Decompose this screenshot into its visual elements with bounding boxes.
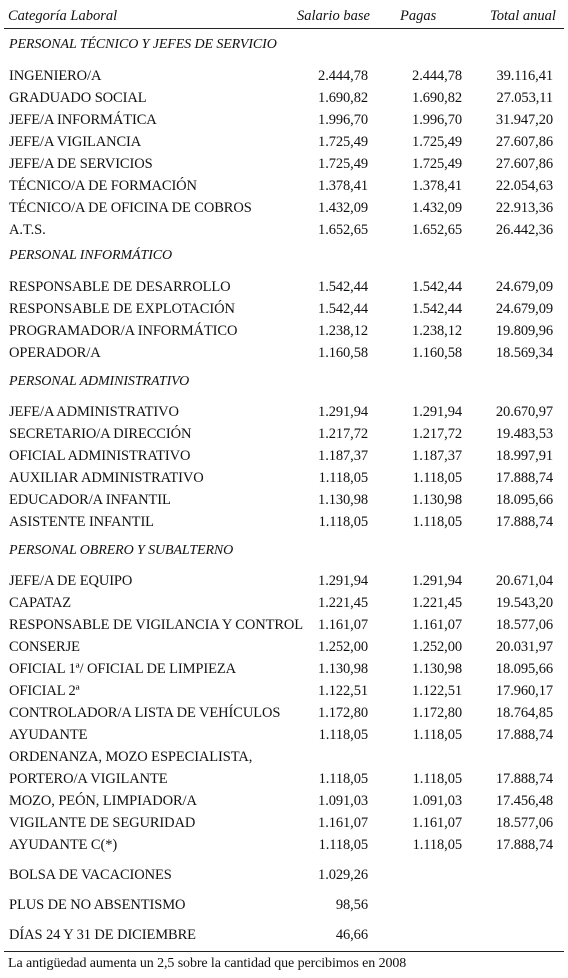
salario-base-cell: 1.130,98 [318,492,368,508]
salario-base-cell: 1.542,44 [318,279,368,295]
category-label: TÉCNICO/A DE FORMACIÓN [9,178,197,194]
salario-base-cell: 1.652,65 [318,222,368,238]
category-label: INGENIERO/A [9,68,102,84]
salario-base-cell: 1.432,09 [318,200,368,216]
pagas-cell: 1.091,03 [412,793,462,809]
total-anual-cell: 22.913,36 [495,200,553,216]
pagas-cell: 1.161,07 [412,617,462,633]
category-label: JEFE/A DE SERVICIOS [9,156,153,172]
pagas-cell: 1.542,44 [412,279,462,295]
salario-base-cell: 1.118,05 [318,727,368,743]
category-label: TÉCNICO/A DE OFICINA DE COBROS [9,200,252,216]
pagas-cell: 1.996,70 [412,112,462,128]
salario-base-cell: 46,66 [335,927,368,943]
total-anual-cell: 17.888,74 [495,514,553,530]
total-anual-cell: 26.442,36 [495,222,553,238]
pagas-cell: 1.122,51 [412,683,462,699]
category-label: AYUDANTE [9,727,88,743]
total-anual-cell: 24.679,09 [495,301,553,317]
salario-base-cell: 1.130,98 [318,661,368,677]
header-base: Salario base [297,8,370,24]
salario-base-cell: 1.378,41 [318,178,368,194]
total-anual-cell: 18.095,66 [495,492,553,508]
total-anual-cell: 17.888,74 [495,837,553,853]
bottom-rule [4,951,564,952]
salario-base-cell: 1.996,70 [318,112,368,128]
salario-base-cell: 1.172,80 [318,705,368,721]
total-anual-cell: 39.116,41 [496,68,553,84]
pagas-cell: 1.652,65 [412,222,462,238]
category-label: PORTERO/A VIGILANTE [9,771,168,787]
category-label: A.T.S. [9,222,46,238]
pagas-cell: 1.160,58 [412,345,462,361]
category-label: DÍAS 24 Y 31 DE DICIEMBRE [9,927,196,943]
total-anual-cell: 31.947,20 [495,112,553,128]
salario-base-cell: 1.221,45 [318,595,368,611]
category-label: AYUDANTE C(*) [9,837,118,853]
total-anual-cell: 24.679,09 [495,279,553,295]
pagas-cell: 1.725,49 [412,134,462,150]
salario-base-cell: 1.725,49 [318,134,368,150]
category-label: GRADUADO SOCIAL [9,90,147,106]
pagas-cell: 1.118,05 [412,470,462,486]
total-anual-cell: 18.095,66 [495,661,553,677]
pagas-cell: 1.130,98 [412,661,462,677]
category-label: OFICIAL 2ª [9,683,80,699]
total-anual-cell: 17.456,48 [495,793,553,809]
total-anual-cell: 18.997,91 [495,448,553,464]
salario-base-cell: 1.118,05 [318,837,368,853]
category-label: OFICIAL ADMINISTRATIVO [9,448,191,464]
salario-base-cell: 1.091,03 [318,793,368,809]
salario-base-cell: 2.444,78 [318,68,368,84]
category-label: JEFE/A INFORMÁTICA [9,112,157,128]
pagas-cell: 2.444,78 [412,68,462,84]
pagas-cell: 1.221,45 [412,595,462,611]
header-rule [4,28,564,29]
header-pagas: Pagas [400,8,437,24]
category-label: ORDENANZA, MOZO ESPECIALISTA, [9,749,253,765]
table-header [0,6,568,28]
total-anual-cell: 18.577,06 [495,617,553,633]
header-category: Categoría Laboral [8,8,118,24]
salario-base-cell: 1.118,05 [318,470,368,486]
category-label: PROGRAMADOR/A INFORMÁTICO [9,323,238,339]
total-anual-cell: 19.809,96 [495,323,553,339]
category-label: EDUCADOR/A INFANTIL [9,492,171,508]
salario-base-cell: 1.118,05 [318,514,368,530]
pagas-cell: 1.118,05 [412,514,462,530]
section-title: PERSONAL ADMINISTRATIVO [9,374,190,389]
category-label: RESPONSABLE DE VIGILANCIA Y CONTROL [9,617,304,633]
pagas-cell: 1.725,49 [412,156,462,172]
total-anual-cell: 18.577,06 [495,815,553,831]
total-anual-cell: 17.888,74 [495,727,553,743]
total-anual-cell: 27.053,11 [496,90,553,106]
salario-base-cell: 1.291,94 [318,404,368,420]
pagas-cell: 1.252,00 [412,639,462,655]
total-anual-cell: 17.888,74 [495,771,553,787]
salario-base-cell: 1.542,44 [318,301,368,317]
total-anual-cell: 17.888,74 [495,470,553,486]
total-anual-cell: 20.031,97 [495,639,553,655]
total-anual-cell: 19.543,20 [495,595,553,611]
section-title: PERSONAL TÉCNICO Y JEFES DE SERVICIO [9,37,277,52]
total-anual-cell: 27.607,86 [495,134,553,150]
pagas-cell: 1.291,94 [412,573,462,589]
category-label: OFICIAL 1ª/ OFICIAL DE LIMPIEZA [9,661,236,677]
category-label: JEFE/A VIGILANCIA [9,134,142,150]
salario-base-cell: 1.238,12 [318,323,368,339]
section-title: PERSONAL INFORMÁTICO [9,248,173,263]
pagas-cell: 1.690,82 [412,90,462,106]
category-label: RESPONSABLE DE EXPLOTACIÓN [9,301,235,317]
header-total: Total anual [490,8,556,24]
total-anual-cell: 18.764,85 [495,705,553,721]
category-label: OPERADOR/A [9,345,101,361]
pagas-cell: 1.378,41 [412,178,462,194]
total-anual-cell: 20.670,97 [495,404,553,420]
category-label: MOZO, PEÓN, LIMPIADOR/A [9,793,197,809]
category-label: RESPONSABLE DE DESARROLLO [9,279,231,295]
total-anual-cell: 22.054,63 [495,178,553,194]
salario-base-cell: 1.252,00 [318,639,368,655]
pagas-cell: 1.432,09 [412,200,462,216]
salario-base-cell: 1.118,05 [318,771,368,787]
category-label: CONSERJE [9,639,80,655]
category-label: JEFE/A ADMINISTRATIVO [9,404,179,420]
salario-base-cell: 1.217,72 [318,426,368,442]
salario-base-cell: 1.725,49 [318,156,368,172]
salario-base-cell: 1.029,26 [318,867,368,883]
pagas-cell: 1.118,05 [412,727,462,743]
pagas-cell: 1.187,37 [412,448,462,464]
salario-base-cell: 98,56 [335,897,368,913]
category-label: CAPATAZ [9,595,72,611]
section-title: PERSONAL OBRERO Y SUBALTERNO [9,543,234,558]
total-anual-cell: 18.569,34 [495,345,553,361]
category-label: PLUS DE NO ABSENTISMO [9,897,186,913]
category-label: JEFE/A DE EQUIPO [9,573,133,589]
category-label: ASISTENTE INFANTIL [9,514,154,530]
category-label: CONTROLADOR/A LISTA DE VEHÍCULOS [9,705,281,721]
footer-note: La antigüedad aumenta un 2,5 sobre la cantidad que percibimos en 2008 [8,956,407,971]
salario-base-cell: 1.690,82 [318,90,368,106]
category-label: VIGILANTE DE SEGURIDAD [9,815,196,831]
pagas-cell: 1.118,05 [412,771,462,787]
pagas-cell: 1.161,07 [412,815,462,831]
salario-base-cell: 1.161,07 [318,815,368,831]
total-anual-cell: 17.960,17 [495,683,553,699]
pagas-cell: 1.238,12 [412,323,462,339]
salario-base-cell: 1.291,94 [318,573,368,589]
pagas-cell: 1.291,94 [412,404,462,420]
total-anual-cell: 19.483,53 [495,426,553,442]
category-label: AUXILIAR ADMINISTRATIVO [9,470,204,486]
total-anual-cell: 20.671,04 [495,573,553,589]
pagas-cell: 1.130,98 [412,492,462,508]
category-label: BOLSA DE VACACIONES [9,867,172,883]
salario-base-cell: 1.160,58 [318,345,368,361]
salario-base-cell: 1.187,37 [318,448,368,464]
category-label: SECRETARIO/A DIRECCIÓN [9,426,192,442]
pagas-cell: 1.217,72 [412,426,462,442]
salario-base-cell: 1.161,07 [318,617,368,633]
salario-base-cell: 1.122,51 [318,683,368,699]
pagas-cell: 1.172,80 [412,705,462,721]
pagas-cell: 1.118,05 [412,837,462,853]
pagas-cell: 1.542,44 [412,301,462,317]
total-anual-cell: 27.607,86 [495,156,553,172]
